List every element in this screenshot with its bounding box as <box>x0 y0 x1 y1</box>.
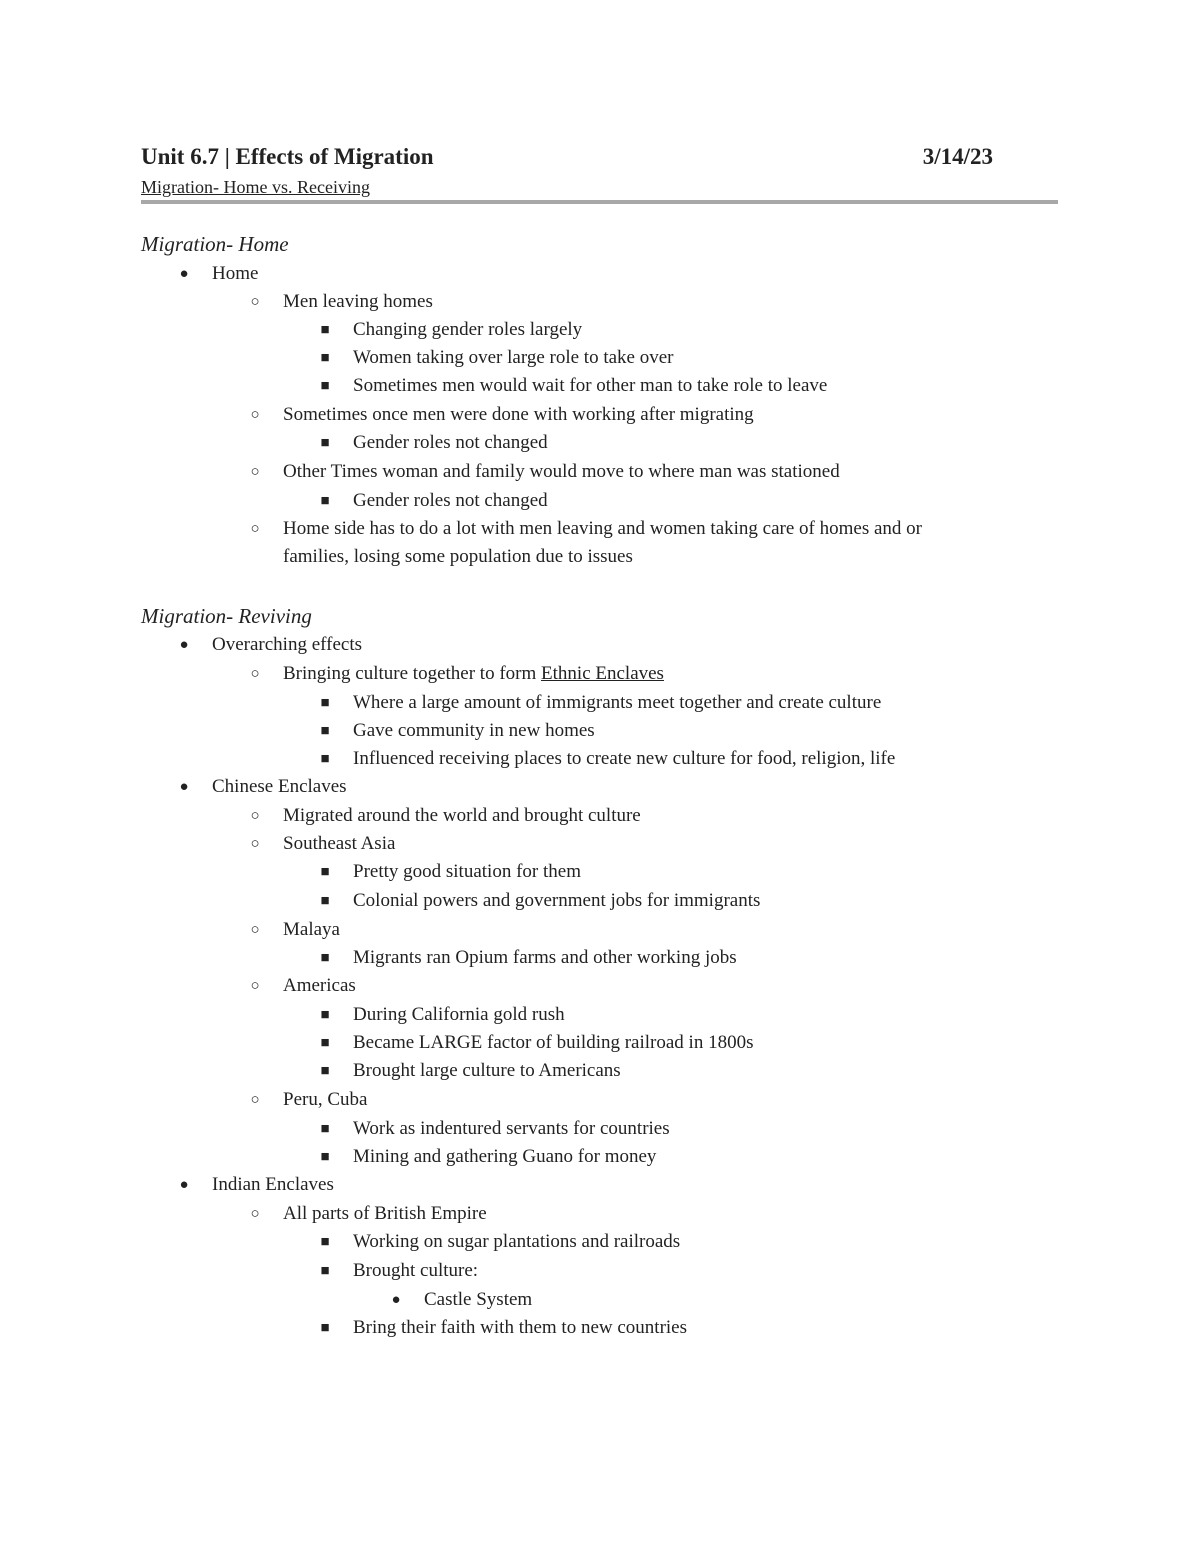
bullet-level3: ■ <box>320 350 330 366</box>
bullet-level2: ○ <box>250 978 260 994</box>
list-item: Migrants ran Opium farms and other working jobs <box>353 947 737 968</box>
list-item-continuation: families, losing some population due to issues <box>283 546 633 567</box>
list-item: Overarching effects <box>212 634 362 655</box>
list-item: Home side has to do a lot with men leaving and women taking care of homes and or <box>283 518 922 539</box>
list-item: Sometimes once men were done with working after migrating <box>283 404 754 425</box>
list-item: Malaya <box>283 919 340 940</box>
list-item: Other Times woman and family would move to where man was stationed <box>283 461 840 482</box>
list-item <box>283 660 664 688</box>
list-item: Gender roles not changed <box>353 432 548 453</box>
list-item: Where a large amount of immigrants meet together and create culture <box>353 692 882 713</box>
bullet-level2: ○ <box>250 808 260 824</box>
bullet-level1: ● <box>179 779 189 795</box>
bullet-level3: ■ <box>320 695 330 711</box>
list-item-text: Bringing culture together to form <box>283 663 542 684</box>
header-divider <box>141 200 1058 204</box>
list-item: Peru, Cuba <box>283 1089 368 1110</box>
list-item: Changing gender roles largely <box>353 319 583 340</box>
list-item: Gave community in new homes <box>353 720 595 741</box>
list-item: Home <box>212 263 259 284</box>
bullet-level1: ● <box>179 637 189 653</box>
list-item: Influenced receiving places to create new culture for food, religion, life <box>353 748 896 769</box>
list-item: Work as indentured servants for countries <box>353 1118 670 1139</box>
bullet-level3: ■ <box>320 751 330 767</box>
bullet-level2: ○ <box>250 407 260 423</box>
page-title: Unit 6.7 | Effects of Migration <box>141 144 434 169</box>
bullet-level3: ■ <box>320 1149 330 1165</box>
bullet-level3: ■ <box>320 1063 330 1079</box>
bullet-level3: ■ <box>320 435 330 451</box>
bullet-level1: ● <box>179 266 189 282</box>
bullet-level2: ○ <box>250 464 260 480</box>
bullet-level3: ■ <box>320 493 330 509</box>
bullet-level3: ■ <box>320 1007 330 1023</box>
bullet-level2: ○ <box>250 294 260 310</box>
section-heading-home: Migration- Home <box>141 232 289 256</box>
list-item: Mining and gathering Guano for money <box>353 1146 657 1167</box>
list-item: Indian Enclaves <box>212 1174 334 1195</box>
bullet-level3: ■ <box>320 322 330 338</box>
bullet-level3: ■ <box>320 378 330 394</box>
bullet-level3: ■ <box>320 1263 330 1279</box>
page-subtitle: Migration- Home vs. Receiving <box>141 177 370 197</box>
list-item: Pretty good situation for them <box>353 861 581 882</box>
bullet-level2: ○ <box>250 836 260 852</box>
bullet-level3: ■ <box>320 1121 330 1137</box>
list-item: Became LARGE factor of building railroad in 1800s <box>353 1032 754 1053</box>
bullet-level1: ● <box>179 1177 189 1193</box>
bullet-level2: ○ <box>250 922 260 938</box>
list-item: Southeast Asia <box>283 833 396 854</box>
list-item: Working on sugar plantations and railroads <box>353 1231 681 1252</box>
bullet-level3: ■ <box>320 1234 330 1250</box>
list-item: Brought large culture to Americans <box>353 1060 621 1081</box>
bullet-level2: ○ <box>250 1206 260 1222</box>
bullet-level3: ■ <box>320 1035 330 1051</box>
list-item: Men leaving homes <box>283 291 433 312</box>
list-item: Americas <box>283 975 356 996</box>
list-item: During California gold rush <box>353 1004 565 1025</box>
bullet-level2: ○ <box>250 1092 260 1108</box>
bullet-level3: ■ <box>320 864 330 880</box>
bullet-level2: ○ <box>250 521 260 537</box>
ethnic-enclaves-term: Ethnic Enclaves <box>541 663 664 684</box>
list-item: Brought culture: <box>353 1260 479 1281</box>
list-item: Migrated around the world and brought culture <box>283 805 641 826</box>
bullet-level3: ■ <box>320 1320 330 1336</box>
list-item: Colonial powers and government jobs for immigrants <box>353 890 761 911</box>
list-item: Sometimes men would wait for other man to take role to leave <box>353 375 828 396</box>
section-heading-receiving: Migration- Reviving <box>141 604 312 628</box>
bullet-level3: ■ <box>320 893 330 909</box>
list-item: Castle System <box>424 1289 533 1310</box>
document-header <box>141 140 993 176</box>
list-item: Gender roles not changed <box>353 490 548 511</box>
list-item: All parts of British Empire <box>283 1203 487 1224</box>
list-item: Women taking over large role to take over <box>353 347 674 368</box>
bullet-level3: ■ <box>320 723 330 739</box>
list-item: Bring their faith with them to new countries <box>353 1317 688 1338</box>
page-date: 3/14/23 <box>922 144 993 169</box>
bullet-level3: ■ <box>320 950 330 966</box>
list-item: Chinese Enclaves <box>212 776 347 797</box>
bullet-level2: ○ <box>250 666 260 682</box>
bullet-level4: ● <box>391 1292 401 1308</box>
